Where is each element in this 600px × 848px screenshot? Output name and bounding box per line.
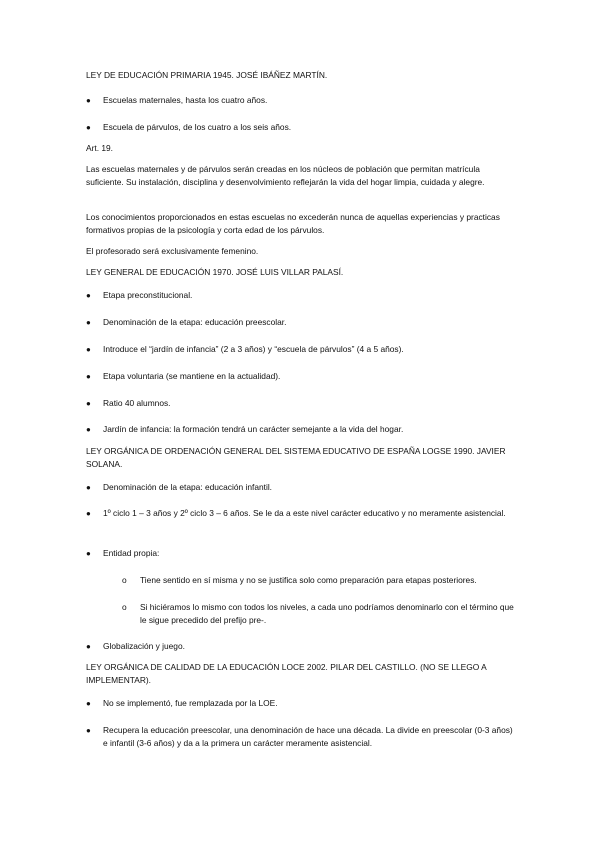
bullet-icon: ●	[86, 509, 91, 518]
bullet-icon: ●	[86, 372, 91, 381]
heading-ley-1945: LEY DE EDUCACIÓN PRIMARIA 1945. JOSÉ IBÁÑEZ MARTÍN.	[86, 70, 328, 80]
bullet-icon: ●	[86, 318, 91, 327]
list-item: ● Jardín de infancia: la formación tendrá un carácter semejante a la vida del hogar.	[86, 424, 404, 434]
list-item: ● Entidad propia:	[86, 548, 160, 558]
bullet-icon: ●	[86, 96, 91, 105]
bullet-icon: ●	[86, 642, 91, 651]
list-item: ● Etapa preconstitucional.	[86, 290, 193, 300]
paragraph: El profesorado será exclusivamente femenino.	[86, 246, 259, 256]
heading-loce-2002: LEY ORGÁNICA DE CALIDAD DE LA EDUCACIÓN LOCE 2002. PILAR DEL CASTILLO. (NO SE LLEGO A IMPLEMENTAR).	[86, 662, 487, 685]
list-item: ● Introduce el “jardín de infancia” (2 a 3 años) y “escuela de párvulos” (4 a 5 años).	[86, 344, 404, 354]
list-item: ● Escuelas maternales, hasta los cuatro años.	[86, 95, 268, 105]
heading-logse-1990: LEY ORGÁNICA DE ORDENACIÓN GENERAL DEL SISTEMA EDUCATIVO DE ESPAÑA LOGSE 1990. JAVIER SOLANA.	[86, 446, 506, 469]
bullet-icon: ●	[86, 425, 91, 434]
bullet-icon: ●	[86, 399, 91, 408]
list-item: ● 1º ciclo 1 – 3 años y 2º ciclo 3 – 6 años. Se le da a este nivel carácter educativo y no meramente asistencial.	[86, 508, 506, 518]
bullet-icon: ●	[86, 726, 91, 735]
bullet-icon: ●	[86, 123, 91, 132]
list-item: ● Globalización y juego.	[86, 641, 185, 651]
list-item: ● Denominación de la etapa: educación preescolar.	[86, 317, 287, 327]
sub-list-item: o Tiene sentido en sí misma y no se justifica solo como preparación para etapas posteriores.	[122, 575, 477, 585]
bullet-icon: ●	[86, 291, 91, 300]
bullet-icon: ●	[86, 483, 91, 492]
list-item: ● Etapa voluntaria (se mantiene en la actualidad).	[86, 371, 281, 381]
list-item: ● No se implementó, fue remplazada por la LOE.	[86, 698, 278, 708]
list-item: ● Ratio 40 alumnos.	[86, 398, 171, 408]
list-item: ● Denominación de la etapa: educación infantil.	[86, 482, 273, 492]
paragraph: Las escuelas maternales y de párvulos serán creadas en los núcleos de población que permitan matrícula suficiente. Su instalación, disciplina y desenvolvimiento reflejarán la vida del hogar limpia, cuidada y alegre.	[86, 164, 485, 187]
circle-bullet-icon: o	[122, 575, 127, 585]
sub-list-item: o Si hiciéramos lo mismo con todos los niveles, a cada uno podríamos denominarlo con el término que le sigue precedido del prefijo pre-.	[122, 602, 514, 625]
heading-ley-1970: LEY GENERAL DE EDUCACIÓN 1970. JOSÉ LUIS VILLAR PALASÍ.	[86, 267, 344, 277]
bullet-icon: ●	[86, 549, 91, 558]
paragraph: Los conocimientos proporcionados en estas escuelas no excederán nunca de aquellas experiencias y practicas formativos propias de la psicología y corta edad de los párvulos.	[86, 212, 500, 235]
circle-bullet-icon: o	[122, 602, 127, 612]
bullet-icon: ●	[86, 345, 91, 354]
list-item: ● Escuela de párvulos, de los cuatro a los seis años.	[86, 122, 292, 132]
list-item: ● Recupera la educación preescolar, una denominación de hace una década. La divide en preescolar (0-3 años) e infantil (3-6 años) y da a la primera un carácter meramente asistencial.	[86, 725, 513, 748]
article-label: Art. 19.	[86, 143, 113, 153]
bullet-icon: ●	[86, 699, 91, 708]
